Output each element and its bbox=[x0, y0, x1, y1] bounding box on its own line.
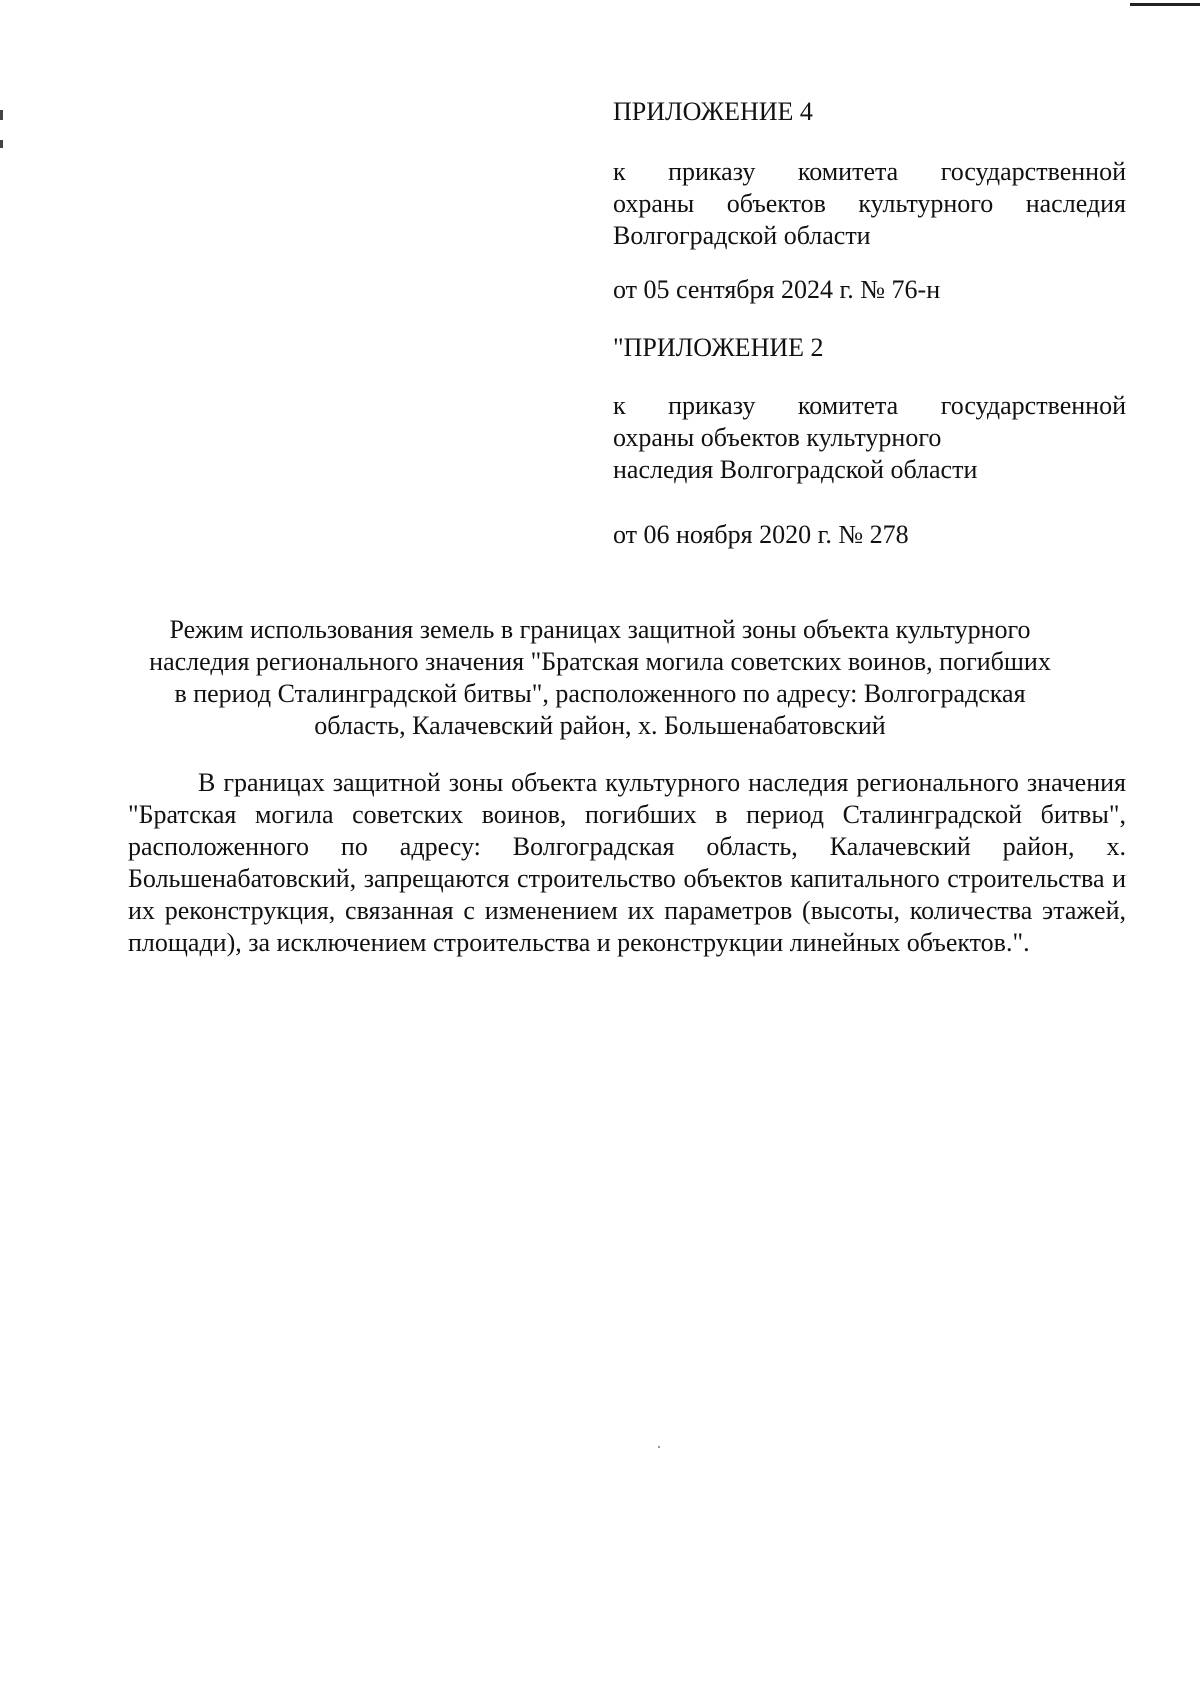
reference-line: Волгоградской области bbox=[613, 221, 871, 250]
appendix-4-reference bbox=[613, 156, 1126, 252]
order-date-number: от 05 сентября 2024 г. № 76-н bbox=[613, 275, 941, 304]
title-line: в период Сталинградской битвы", расположенного по адресу: Волгоградская bbox=[174, 679, 1026, 708]
reference-line: охраны объектов культурного bbox=[613, 423, 942, 452]
reference-line: наследия Волгоградской области bbox=[613, 455, 978, 484]
scan-speck bbox=[658, 1446, 660, 1448]
document-title bbox=[130, 614, 1070, 742]
order-date-number: от 06 ноября 2020 г. № 278 bbox=[613, 520, 909, 549]
title-line: область, Калачевский район, х. Большенабатовский bbox=[314, 711, 886, 740]
appendix-4-header bbox=[613, 96, 1126, 128]
reference-line: к приказу комитета государственной bbox=[613, 391, 1126, 420]
scan-edge-mark-left bbox=[0, 110, 3, 120]
scan-edge-mark-top bbox=[1130, 3, 1200, 6]
appendix-2-header bbox=[613, 332, 1126, 364]
title-line: наследия регионального значения "Братская могила советских воинов, погибших bbox=[149, 647, 1051, 676]
reference-line: охраны объектов культурного наследия bbox=[613, 189, 1126, 218]
body-paragraph: В границах защитной зоны объекта культурного наследия регионального значения "Братская могила советских воинов, погибших в период Сталинградской битвы", расположенного по адресу: Волгоградская область, Калачевский район, х. Большенабатовский, запрещаются строительство объектов капитального строительства и их реконструкция, связанная с изменением их параметров (высоты, количества этажей, площади), за исключением строительства и реконструкции линейных объектов.". bbox=[128, 768, 1126, 957]
title-line: Режим использования земель в границах защитной зоны объекта культурного bbox=[169, 615, 1031, 644]
appendix-2-date bbox=[613, 519, 1126, 551]
appendix-4-date bbox=[613, 274, 1126, 306]
reference-line: к приказу комитета государственной bbox=[613, 157, 1126, 186]
scan-edge-mark-left bbox=[0, 140, 3, 148]
appendix-2-reference bbox=[613, 390, 1126, 486]
appendix-heading: "ПРИЛОЖЕНИЕ 2 bbox=[613, 333, 824, 362]
appendix-heading: ПРИЛОЖЕНИЕ 4 bbox=[613, 97, 813, 126]
